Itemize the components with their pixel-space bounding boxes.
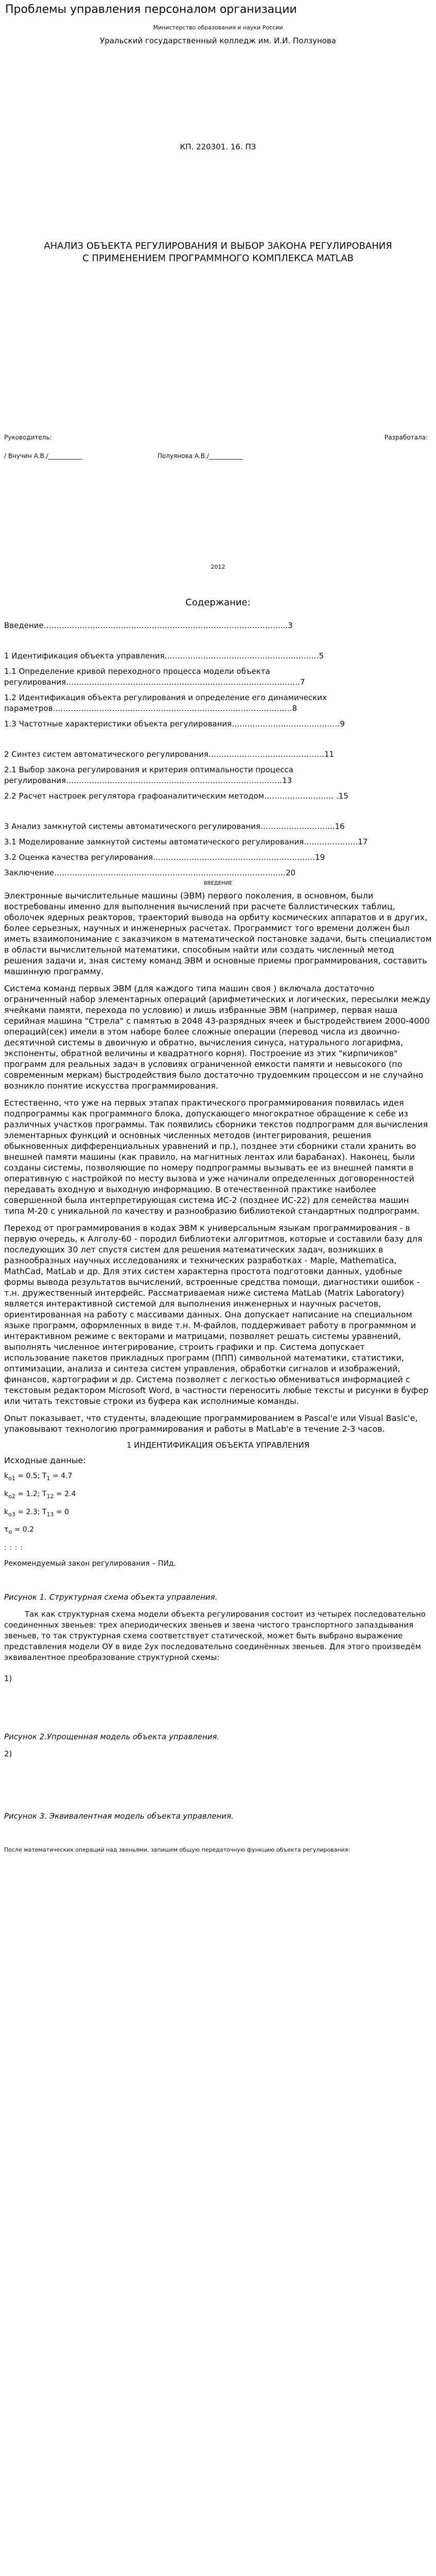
document-code: КП. 220301. 16. ПЗ <box>180 142 256 151</box>
intro-heading: ВВЕДЕНИЕ <box>203 880 233 886</box>
supervisor-signature: / Внучин А.В./___________ <box>4 452 82 460</box>
toc-item: Заключение………………………………………………………………………………20 <box>4 868 296 877</box>
intro-text <box>4 890 432 1434</box>
figure-1-caption: Рисунок 1. Структурная схема объекта управления. <box>4 1592 218 1602</box>
document-title <box>4 240 432 265</box>
toc-item: 3 Анализ замкнутой системы автоматического регулирования………………………..16 <box>4 822 345 831</box>
toc-item: 1.1 Определение кривой переходного процесса модели объекта регулирования……………………………………………………………………………….7 <box>4 667 305 687</box>
ellipsis-row: : : : : <box>4 1544 23 1552</box>
footer-note: После математических операций над звеньями, запишем общую передаточную функцию объекта регулирования: <box>4 1846 350 1854</box>
figure-3-caption: Рисунок 3. Эквивалентная модель объекта управления. <box>4 1811 234 1821</box>
toc-item: 1.3 Частотные характеристики объекта регулирования……………………………………9 <box>4 719 345 728</box>
initial-data-label: Исходные данные: <box>4 1455 86 1465</box>
toc-item: 1 Идентификация объекта управления……………………………………………………5 <box>4 651 324 660</box>
section1-body <box>4 1455 432 1855</box>
step-1: 1) <box>4 1674 12 1684</box>
toc-item: 2.2 Расчет настроек регулятора графоаналитическим методом……………………… .15 <box>4 791 348 801</box>
toc-item: 2.1 Выбор закона регулирования и критерия оптимальности процесса регулирования…………………………………………………………………………13 <box>4 765 293 785</box>
toc-item: 1.2 Идентификация объекта регулирования и определение его динамических параметров…………………………………………………………………………………8 <box>4 693 327 713</box>
document-page <box>4 0 432 1855</box>
param-row: $k_{o2} = 1.2$; $T_{12} = 2.4$ <box>4 1489 76 1500</box>
intro-paragraph: Естественно, что уже на первых этапах практического программирования появилась идея подпрограммы как программного блока, допускающего многократное обращение к себе из различных участков программы. Так появились сборники текстов подпрограмм для вычисления элементарных функций и основных численных методов (интегрирования, решения обыкновенных дифференциальных уравнений и пр.), позднее эти сборники стали хранить во внешней памяти машины (как правило, на магнитных лентах или барабанах). Наконец, были созданы системы, позволяющие по номеру подпрограммы вызывать ее из внешней памяти в оперативную с настройкой по месту вызова и уже начинали определенных договоренностей передавать входную и выходную информацию. В отечественной практике наиболее совершенной была интерпретирующая система ИС-2 (позднее ИС-22) для семейства машин типа М-20 с уникальной по качеству и разнообразию библиотекой стандартных подпрограмм. <box>4 1098 428 1216</box>
title-line-2: С ПРИМЕНЕНИЕМ ПРОГРАММНОГО КОМПЛЕКСА MATLAB <box>82 253 354 264</box>
developer-label: Разработала: <box>384 434 428 441</box>
toc-heading: Содержание: <box>185 597 251 608</box>
intro-paragraph: Опыт показывает, что студенты, владеющие программированием в Pascal'е или Visual Basic'е, упаковывают технологию программирования и работы в MatLab'е в течение 2-3 часов. <box>4 1413 418 1434</box>
year: 2012 <box>211 564 225 570</box>
title-line-1: АНАЛИЗ ОБЪЕКТА РЕГУЛИРОВАНИЯ И ВЫБОР ЗАКОНА РЕГУЛИРОВАНИЯ <box>44 241 392 251</box>
ministry-line: Министерство образования и науки России <box>153 24 283 31</box>
site-title[interactable]: Проблемы управления персоналом организации <box>5 3 297 16</box>
developer-signature: Полуянова А.В./___________ <box>158 452 243 460</box>
table-of-contents <box>4 620 432 878</box>
recommended-law: Рекомендуемый закон регулирования – ПИд. <box>4 1560 176 1568</box>
section1-heading: 1 ИНДЕНТИФИКАЦИЯ ОБЪЕКТА УПРАВЛЕНИЯ <box>126 1440 310 1450</box>
intro-paragraph: Электронные вычислительные машины (ЭВМ) первого поколения, в основном, были востребованы именно для выполнения вычислений при расчете баллистических таблиц, оболочек ядерных реакторов, траекторий вывода на орбиту космических аппаратов и в других, более серьезных, научных и инженерных расчетах. Программист того времени должен был иметь взаимопонимание с заказчиком в математической постановке задачи, быть специалистом в области вычислительной математики, способным найти или создать численный метод решения задачи и, зная систему команд ЭВМ и основные приемы программирования, составить машинную программу. <box>4 891 432 976</box>
figure-2-caption: Рисунок 2.Упрощенная модель объекта управления. <box>4 1732 220 1742</box>
tau-row: $\tau_о = 0.2$ <box>4 1526 34 1536</box>
param-row: $k_{o1} = 0.5$; $T_1 = 4.7$ <box>4 1472 73 1482</box>
toc-item: 3.2 Оценка качества регулирования………………………………………………………19 <box>4 853 325 862</box>
supervisor-label: Руководитель: <box>4 434 52 441</box>
toc-item: Введение…………………………………………………………………………………..3 <box>4 621 293 630</box>
param-row: $k_{o3} = 2.3$; $T_{13} = 0$ <box>4 1507 69 1518</box>
toc-item: 2 Синтез систем автоматического регулирования………………………………………11 <box>4 750 334 759</box>
college-name: Уральский государственный колледж им. И.И. Ползунова <box>100 36 336 45</box>
intro-paragraph: Система команд первых ЭВМ (для каждого типа машин своя ) включала достаточно ограниченный набор элементарных операций (арифметических и логических, пересылки между ячейками памяти, перехода по условию) и лишь избранные ЭВМ (например, первая наша серийная машина "Стрела" с памятью в 2048 43-разрядных ячеек и быстродействием 2000-4000 операций(сек) имели в этом наборе более сложные операции (перевод числа из двоично-десятичной системы в двоичную и обратно, вычисления синуса, натурального логарифма, экспоненты, обратной величины и квадратного корня). Построение из этих "кирпичиков" программ для реальных задач в условиях ограниченной емкости памяти и невысокого (по современным меркам) быстродействия было достаточно трудоемким процессом и не случайно возникло понятие искусства программирования. <box>4 984 431 1091</box>
intro-paragraph: Переход от программирования в кодах ЭВМ к универсальным языкам программирования - в первую очередь, к Алголу-60 - породил библиотеки алгоритмов, которые и составили базу для последующих 30 лет спустя систем для решения математических задач, возникших в разнообразных научных исследованиях и технических разработках - Maple, Mathematica, MathCad, MatLab и др. Для этих систем характерна простота подготовки данных, удобные формы вывода результатов вычислений, встроенные средства помощи, диагностики ошибок - т.н. дружественный интерфейс. Рассматриваемая ниже система MatLab (Matrix Laboratory) является интерактивной системой для выполнения инженерных и научных расчетов, ориентированная на работу с массивами данных. Она допускает написание на специальном языке программ, оформленных в виде т.н. М-файлов, поддерживает работу в программном и интерактивном режиме с векторами и матрицами, позволяет решать системы уравнений, выполнять численное интегрирование, строить графики и пр. Система допускает использование пакетов прикладных программ (ППП) символьной математики, статистики, оптимизации, анализа и синтеза систем управления, обработки сигналов и изображений, финансов, картографии и др. Система позволяет с легкостью обмениваться информацией с текстовым редактором Microsoft Word, в частности переносить любые тексты и рисунки в буфер или читать текстовые строки из буфера как исполнимые команды. <box>4 1223 429 1406</box>
toc-item: 3.1 Моделирование замкнутой системы автоматического регулирования…………………17 <box>4 837 368 846</box>
figure-1-paragraph: Так как структурная схема модели объекта регулирования состоит из четырех последовательно соединенных звеньев: трех апериодических звеньев и звена чистого транспортного запаздывания звеньев, то так структурная схема соответствует статической, может быть выбрано выражение представления модели ОУ в виде 2ух последовательно соединённых звеньев. Для этого произведём эквивалентное преобразование структурной схемы: <box>4 1609 426 1663</box>
step-2: 2) <box>4 1749 12 1759</box>
signature-block <box>4 434 432 465</box>
